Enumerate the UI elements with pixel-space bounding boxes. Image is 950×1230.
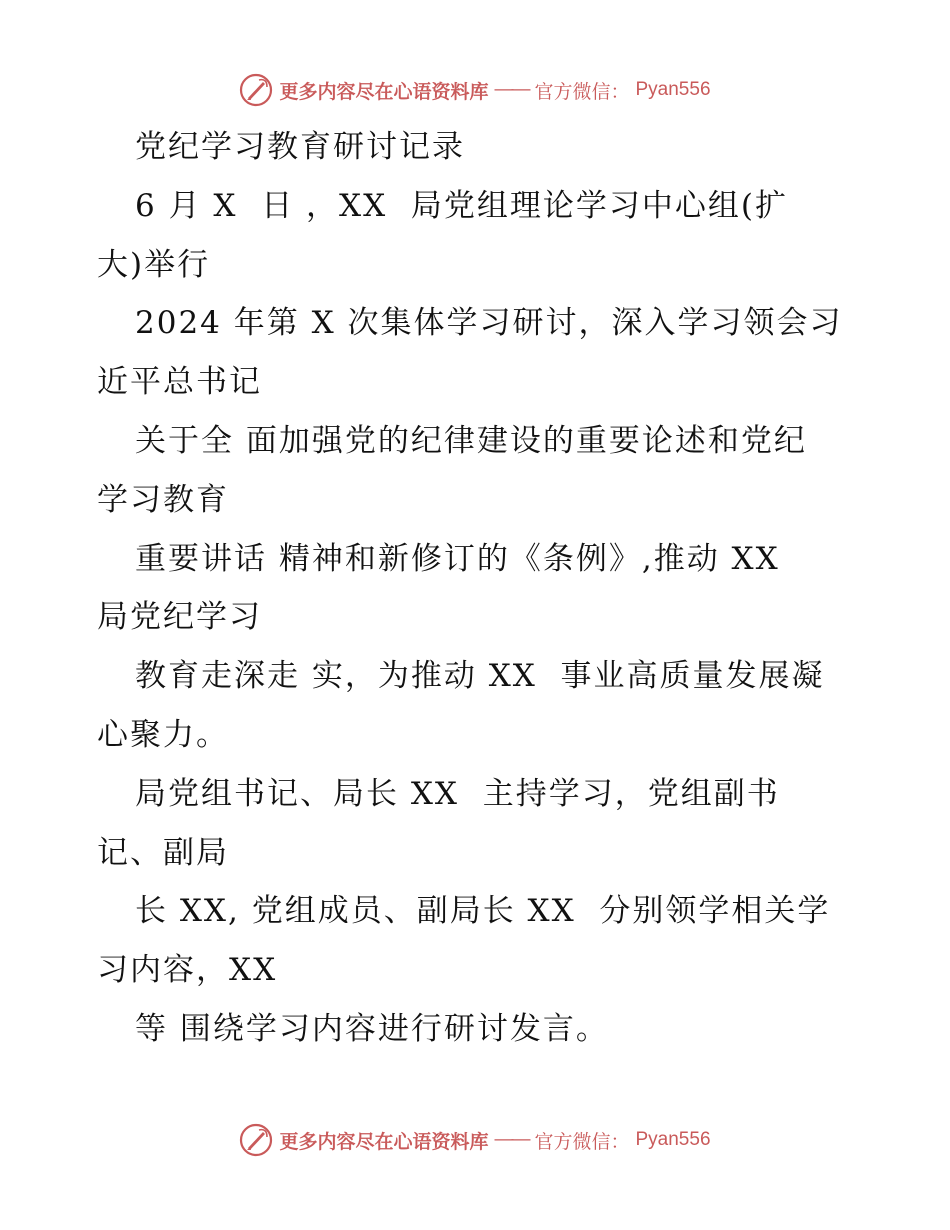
paragraph-line: 习内容，XX (97, 952, 278, 989)
footer-watermark (0, 1120, 950, 1160)
paragraph-line: 大)举行 (97, 246, 211, 283)
document-title: 党纪学习教育研讨记录 (135, 129, 465, 165)
paragraph-line: 教育走深走 实，为推动 XX 事业高质量发展凝 (135, 658, 825, 695)
watermark-account-id: Pyan556 (635, 1129, 711, 1150)
paragraph-line: 近平总书记 (97, 364, 262, 401)
watermark-account-id: Pyan556 (635, 79, 711, 100)
quill-logo-icon (239, 1123, 273, 1157)
watermark-sub-text: 官方微信： (534, 80, 630, 103)
paragraph-line: 长 XX, 党组成员、副局长 XX 分别领学相关学 (135, 893, 831, 930)
paragraph-line: 关于全 面加强党的纪律建设的重要论述和党纪 (135, 422, 807, 459)
paragraph-line: 记、副局 (97, 834, 229, 871)
watermark-main-text: 更多内容尽在心语资料库 (279, 80, 489, 103)
paragraph-line: 局党纪学习 (97, 599, 262, 636)
paragraph-line: 心聚力。 (97, 716, 229, 753)
document-body (97, 118, 857, 1059)
watermark-sub-text: 官方微信： (534, 1130, 630, 1153)
header-watermark (0, 70, 950, 110)
watermark-dash: —— (494, 79, 529, 100)
watermark-main-text: 更多内容尽在心语资料库 (279, 1130, 489, 1153)
paragraph-line: 局党组书记、局长 XX 主持学习，党组副书 (135, 775, 780, 812)
paragraph-line: 2024 年第 X 次集体学习研讨，深入学习领会习 (135, 305, 843, 342)
quill-logo-icon (239, 73, 273, 107)
paragraph-line: 重要讲话 精神和新修订的《条例》,推动 XX (135, 540, 780, 577)
paragraph-line: 6 月 X 日 ，XX 局党组理论学习中心组(扩 (135, 187, 789, 224)
watermark-dash: —— (494, 1129, 529, 1150)
paragraph-line: 学习教育 (97, 481, 229, 518)
paragraph-line: 等 围绕学习内容进行研讨发言。 (135, 1010, 609, 1047)
